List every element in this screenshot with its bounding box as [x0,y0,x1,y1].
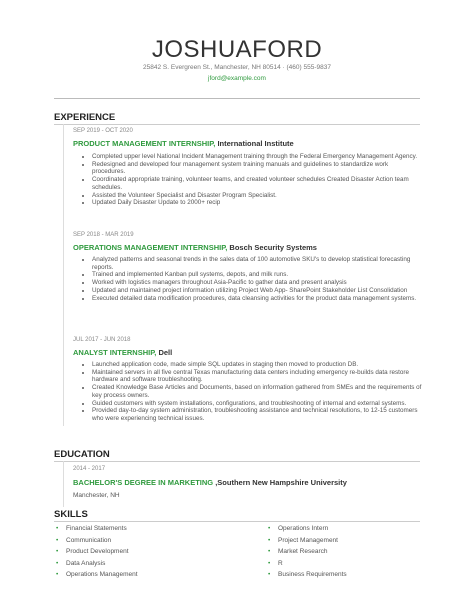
job-bullets [82,153,422,207]
skills-rule [54,521,420,522]
list-item: • Analyzed patterns and seasonal trends in the sales data of 100 automotive SKU's to develop statistical forecasting reports. [92,256,422,271]
job-dates: JUL 2017 - JUN 2018 [73,337,131,343]
education-timeline [63,461,64,507]
education-rule [54,461,420,462]
education-heading: EDUCATION [54,449,110,460]
skill-item: • Market Research [278,546,448,558]
school-name: ,Southern New Hampshire University [215,478,347,487]
job-bullets [82,256,422,302]
candidate-name [0,36,474,64]
skill-item: • Financial Statements [66,523,236,535]
list-item: • Provided day-to-day system administration, troubleshooting assistance and technical resolutions, to 12-15 customers who were experiencing technical issues. [92,407,422,422]
job-dates: SEP 2019 - OCT 2020 [73,128,133,134]
skill-item: • R [278,558,448,570]
skills-list-left [54,523,236,581]
email-link[interactable]: jford@example.com [208,75,266,82]
skill-item: • Product Development [66,546,236,558]
list-item: • Maintained servers in all five central Texas manufacturing data centers including emergency re-builds data restore hardware and software troubleshooting. [92,369,422,384]
first-name: JOSHUA [151,36,253,63]
skill-item: • Business Requirements [278,569,448,581]
job-heading [73,243,317,252]
skill-item: • Operations Intern [278,523,448,535]
list-item: • Created Knowledge Base Articles and Documents, based on information gathered from SMEs and the requirements of key process owners. [92,384,422,399]
job-title: PRODUCT MANAGEMENT INTERNSHIP, [73,139,216,148]
contact-line: 25842 S. Evergreen St., Manchester, NH 80514 · (460) 555-9837 [143,64,331,71]
skill-item: • Communication [66,535,236,547]
job-company: Dell [158,348,173,357]
list-item: • Launched application code, made simple SQL updates in staging then moved to production DB. [92,361,422,369]
education-dates: 2014 - 2017 [73,466,106,472]
list-item: • Redesigned and developed four management system training manuals and guidelines to standardize work procedures. [92,161,422,176]
education-location: Manchester, NH [73,492,120,499]
list-item: • Executed detailed data modification procedures, data cleansing activities for the product data management systems. [92,295,422,303]
job-title: ANALYST INTERNSHIP, [73,348,157,357]
header-divider [54,98,420,99]
job-dates: SEP 2018 - MAR 2019 [73,232,134,238]
skill-item: • Operations Management [66,569,236,581]
list-item: • Coordinated appropriate training, volunteer teams, and created volunteer schedules Created Disaster Action team schedules. [92,176,422,191]
job-company: Bosch Security Systems [229,243,317,252]
job-company: International Institute [217,139,294,148]
list-item: • Completed upper level National Incident Management training through the Federal Emergency Management Agency. [92,153,422,161]
last-name: FORD [252,36,323,63]
job-heading [73,139,294,148]
list-item: • Updated and maintained project information utilizing Project Web App- SharePoint Stakeholder List Consolidation [92,287,422,295]
job-bullets [82,361,422,423]
list-item: • Worked with logistics managers throughout Asia-Pacific to gather data and present analysis [92,279,422,287]
job-heading [73,348,172,357]
job-title: OPERATIONS MANAGEMENT INTERNSHIP, [73,243,228,252]
list-item: • Assisted the Volunteer Specialist and Disaster Program Specialist. [92,192,422,200]
experience-timeline [63,124,64,426]
list-item: • Guided customers with system installations, configurations, and troubleshooting of internal and external systems. [92,400,422,408]
list-item: • Trained and implemented Kanban pull systems, depots, and milk runs. [92,271,422,279]
degree-title: BACHELOR'S DEGREE IN MARKETING [73,478,214,487]
skill-item: • Project Management [278,535,448,547]
list-item: • Updated Daily Disaster Update to 2000+ recip [92,199,422,207]
skill-item: • Data Analysis [66,558,236,570]
experience-rule [54,124,420,125]
skills-list-right [266,523,448,581]
skills-heading: SKILLS [54,509,88,520]
experience-heading: EXPERIENCE [54,112,116,123]
education-heading-line [73,478,347,487]
